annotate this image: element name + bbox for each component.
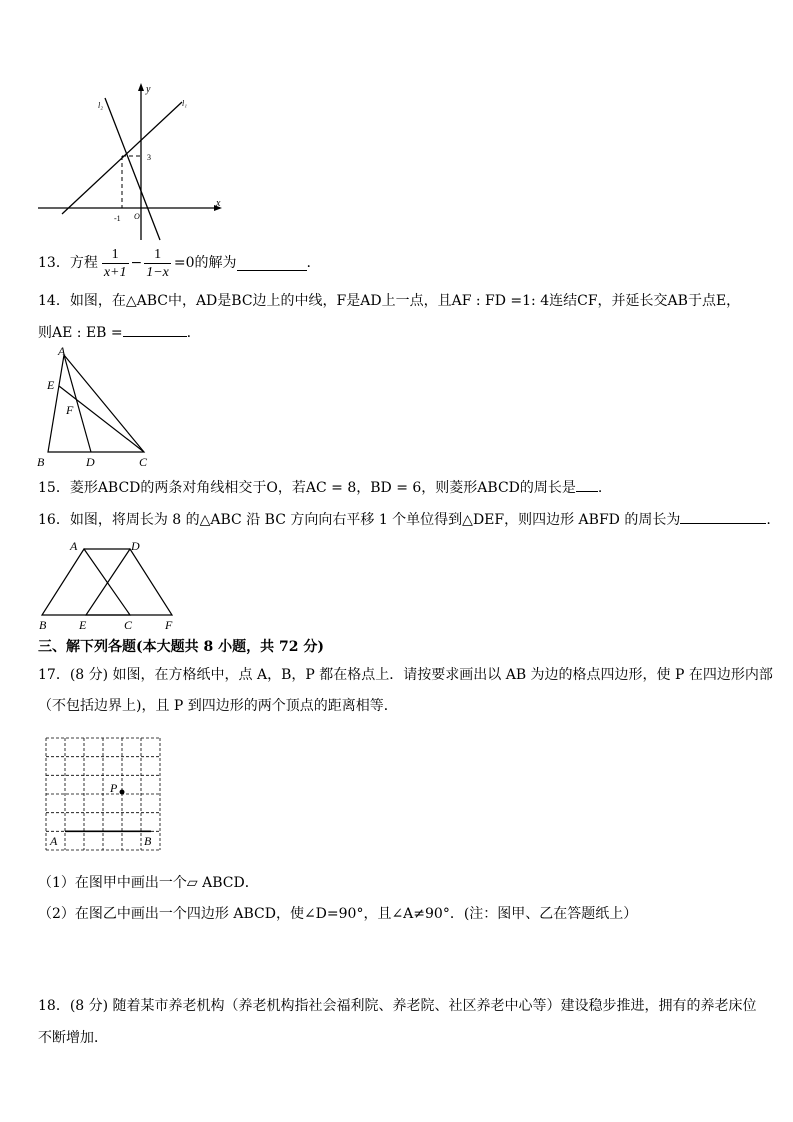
q16-text: 16．如图，将周长为 8 的△ABC 沿 BC 方向向右平移 1 个单位得到△DEF，则四边形 ABFD 的周长为 <box>38 512 681 528</box>
label-D: D <box>131 539 140 553</box>
q16-end: . <box>766 512 771 528</box>
q15-answer-blank[interactable] <box>576 477 598 492</box>
q13-fraction-1 <box>102 246 129 281</box>
q13-prefix: 13．方程 <box>38 255 98 271</box>
linear-graph-figure <box>36 80 226 242</box>
question-17-line-2: （不包括边界上)，且 P 到四边形的两个顶点的距离相等． <box>38 698 398 714</box>
label-F: F <box>165 618 173 632</box>
label-B: B <box>39 618 47 632</box>
q13-fraction-2 <box>144 246 171 281</box>
question-18-line-1: 18．(8 分) 随着某市养老机构（养老机构指社会福利院、养老院、社区养老中心等）建设稳步推进，拥有的养老床位 <box>38 998 757 1014</box>
q14-end: . <box>186 325 192 341</box>
q13-frac1-den: x+1 <box>103 264 127 280</box>
label-origin: O <box>134 212 140 221</box>
q13-frac1-num: 1 <box>102 246 129 264</box>
label-E: E <box>79 618 87 632</box>
grid-figure-17 <box>44 736 164 854</box>
q14-line2-prefix: 则AE : EB = <box>38 325 123 341</box>
q13-frac2-den: 1−x <box>146 264 169 280</box>
q14-answer-blank[interactable] <box>123 322 187 337</box>
question-14-line-2 <box>38 322 191 343</box>
q13-answer-blank[interactable] <box>237 256 307 271</box>
section-3-heading: 三、解下列各题(本大题共 8 小题，共 72 分) <box>38 639 324 655</box>
question-17-line-1: 17．(8 分) 如图，在方格纸中，点 A，B，P 都在格点上．请按要求画出以 AB 为边的格点四边形，使 P 在四边形内部 <box>38 667 773 683</box>
label-A: A <box>50 834 58 848</box>
label-A: A <box>58 345 66 358</box>
label-B: B <box>37 455 45 469</box>
triangle-figure-14 <box>34 345 154 473</box>
label-l2: l₂ <box>98 101 104 110</box>
q13-end: . <box>306 255 311 271</box>
translation-figure-16 <box>34 537 184 632</box>
label-D: D <box>86 455 95 469</box>
label-F: F <box>66 403 74 417</box>
question-18-line-2: 不断增加． <box>38 1030 108 1046</box>
y-axis-arrow <box>138 83 144 91</box>
label-A: A <box>70 539 78 553</box>
label-minus-one: -1 <box>114 214 121 223</box>
q13-suffix: 的解为 <box>194 255 237 271</box>
q15-end: . <box>597 480 603 496</box>
question-17-sub-1: （1）在图甲中画出一个▱ ABCD． <box>38 875 259 891</box>
q15-text: 15．菱形ABCD的两条对角线相交于O，若AC = 8，BD = 6，则菱形ABCD的周长是 <box>38 480 576 496</box>
label-E: E <box>47 378 55 392</box>
triangle-def <box>86 549 172 615</box>
question-13 <box>38 243 311 283</box>
question-16 <box>38 509 771 530</box>
q16-answer-blank[interactable] <box>680 509 766 524</box>
q13-minus: − <box>130 255 143 271</box>
line-ce <box>59 386 144 452</box>
question-14-line-1: 14．如图，在△ABC中，AD是BC边上的中线，F是AD上一点，且AF : FD =1: 4连结CF，并延长交AB于点E， <box>38 293 741 309</box>
q13-equals: =0 <box>173 255 195 271</box>
triangle-abc <box>42 549 130 615</box>
label-B: B <box>144 834 152 848</box>
triangle-abc <box>48 355 144 452</box>
label-P: P <box>110 781 118 795</box>
label-x: x <box>216 198 221 209</box>
label-C: C <box>139 455 148 469</box>
label-three: 3 <box>147 153 151 162</box>
label-y: y <box>146 84 151 95</box>
label-C: C <box>124 618 133 632</box>
question-17-sub-2: （2）在图乙中画出一个四边形 ABCD，使∠D=90°，且∠A≠90°．(注：图甲、乙在答题纸上） <box>38 906 638 922</box>
q13-frac2-num: 1 <box>144 246 171 264</box>
grid-lines <box>46 738 160 850</box>
question-15 <box>38 477 602 498</box>
label-l1: l₁ <box>182 99 188 108</box>
point-p <box>120 790 125 795</box>
